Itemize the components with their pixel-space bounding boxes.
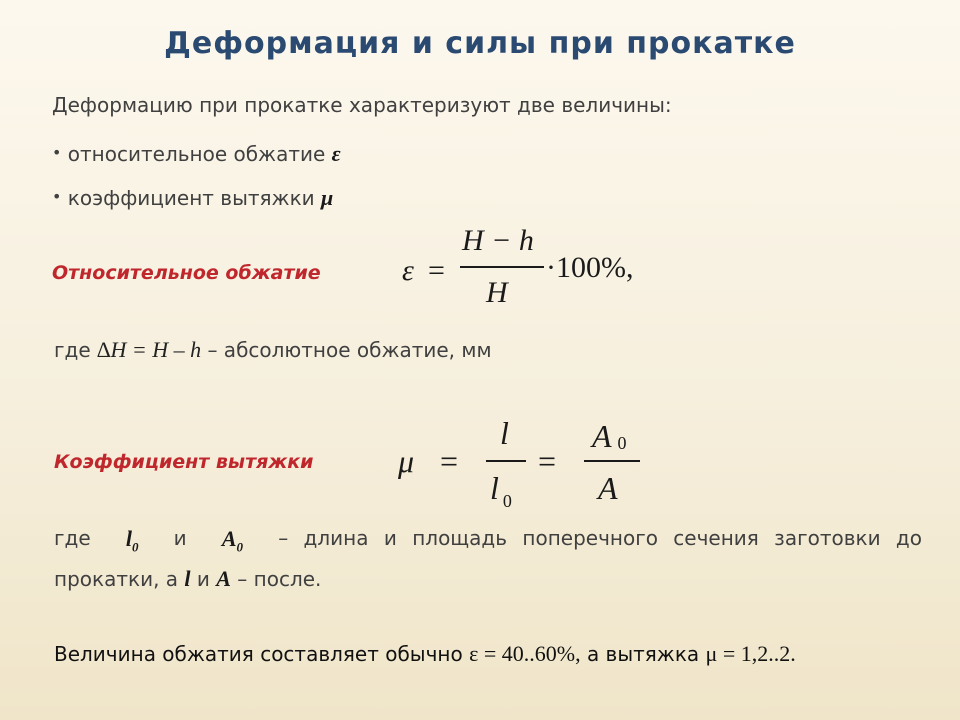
formula2-fraction-line-1	[486, 460, 526, 462]
note2-l: l	[184, 566, 191, 591]
bullet-item-2	[52, 185, 333, 211]
formula1-lhs: ε	[402, 254, 414, 287]
formula1-denominator: H	[486, 276, 508, 309]
mu-symbol: μ	[321, 185, 334, 210]
note2-word-and: и	[173, 526, 187, 550]
formula1-numerator: H − h	[462, 224, 534, 257]
summary-mid: а вытяжка	[586, 642, 700, 666]
note2-line2-pre: прокатки, а	[54, 567, 179, 591]
note2-line2	[54, 566, 321, 592]
formula2-den1-sub: 0	[502, 491, 512, 511]
summary-pre: Величина обжатия составляет обычно	[54, 642, 463, 666]
formula2-num2-sub: 0	[617, 433, 627, 453]
note2-line2-post: – после.	[237, 567, 322, 591]
formula2-den1: l $_0$	[490, 470, 512, 511]
summary-mu-expr: μ = 1,2..2.	[705, 641, 796, 666]
intro-text: Деформацию при прокатке характеризуют две величины:	[52, 93, 672, 117]
note-absolute-reduction	[54, 337, 492, 363]
note1-suffix: – абсолютное обжатие, мм	[207, 338, 492, 362]
formula2-label: Коэффициент вытяжки	[54, 451, 314, 473]
bullet-2-text: коэффициент вытяжки	[67, 186, 315, 210]
formula1-eq: =	[428, 254, 445, 287]
note2-and2: и	[196, 567, 210, 591]
note1-expr: ∆H = H – h	[97, 337, 202, 362]
formula2-num1: l	[500, 415, 509, 451]
formula1-tail: ·100%,	[546, 251, 634, 284]
note2-line1	[54, 526, 922, 555]
note2-A: A	[216, 566, 231, 591]
summary-line	[54, 641, 796, 667]
note1-prefix: где	[54, 338, 91, 362]
bullet-item-1	[52, 141, 341, 167]
summary-eps-expr: ε = 40..60%,	[469, 641, 581, 666]
bullet-dot: •	[52, 143, 62, 162]
note2-word-gde: где	[54, 526, 91, 550]
formula1-fraction-line	[460, 266, 544, 268]
formula2-eq2: =	[538, 443, 557, 479]
bullet-dot: •	[52, 187, 62, 206]
formula2-eq: =	[440, 443, 459, 479]
formula2-num2: A 0	[592, 418, 627, 454]
formula2-den2: A	[598, 470, 618, 506]
formula2-fraction-line-2	[584, 460, 640, 462]
note2-l0: $l_0$	[125, 526, 139, 555]
bullet-1-text: относительное обжатие	[67, 142, 326, 166]
formula1-label: Относительное обжатие	[52, 262, 321, 284]
note2-A0: $A_0$	[221, 526, 244, 555]
slide-title: Деформация и силы при прокатке	[164, 26, 796, 61]
epsilon-symbol: ε	[331, 141, 341, 166]
formula2-lhs: μ	[398, 443, 415, 479]
note2-rest-line1: – длина и площадь поперечного сечения заготовки до	[278, 526, 922, 550]
